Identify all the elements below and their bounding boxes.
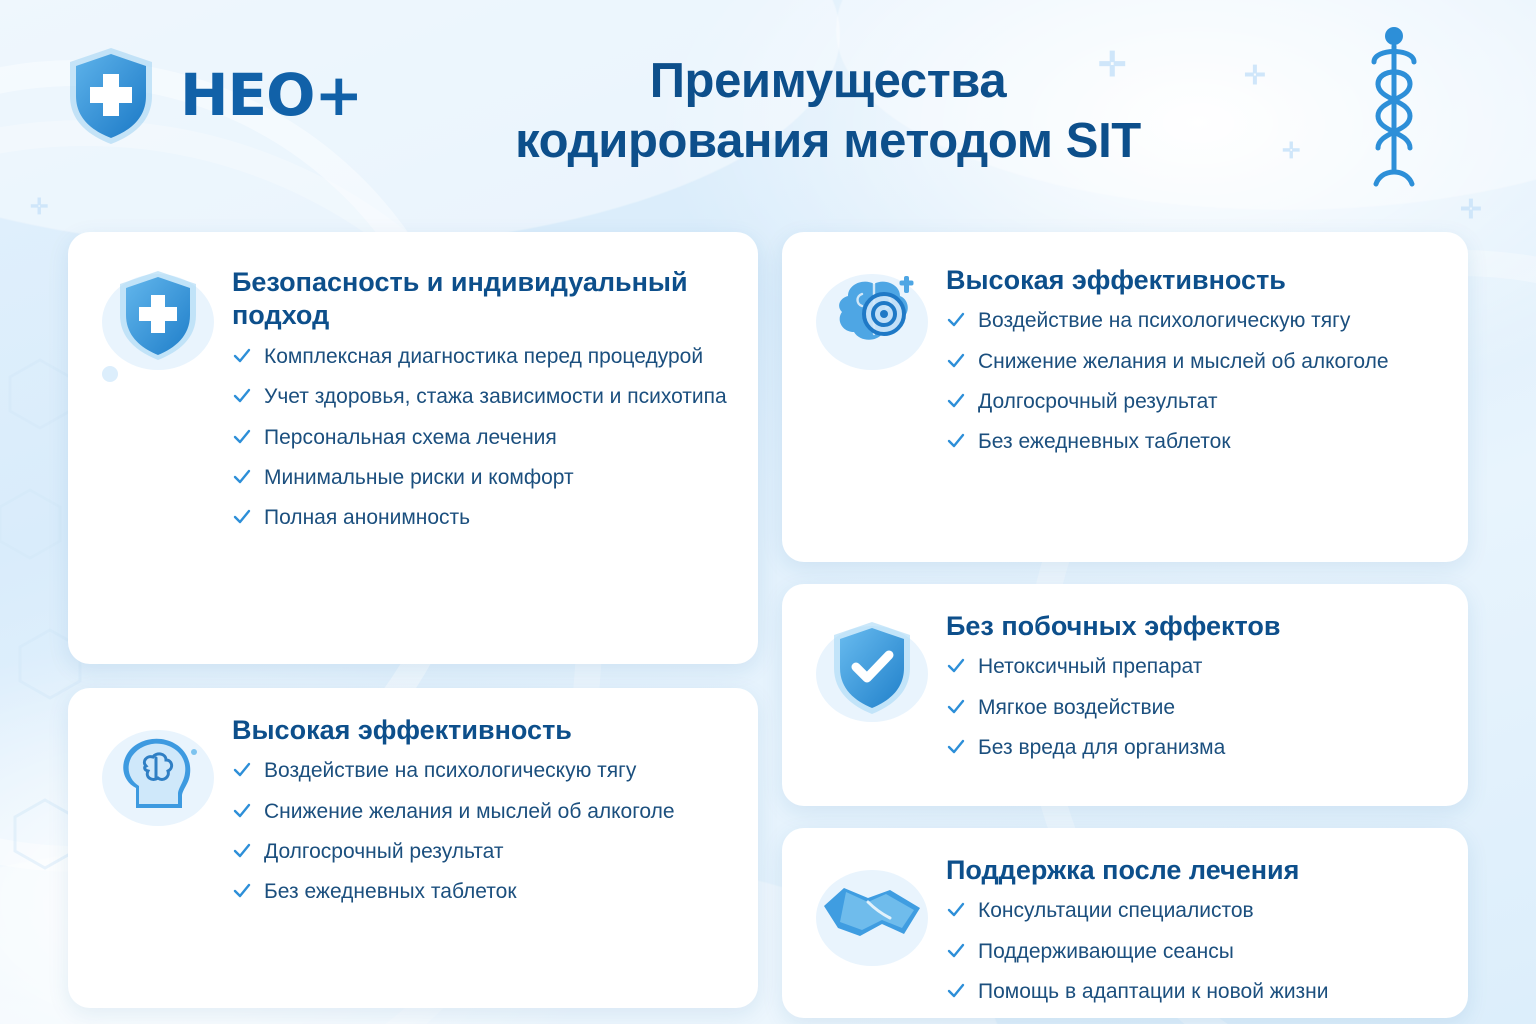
check-icon (232, 841, 252, 861)
card-effectiveness-right (782, 232, 1468, 562)
bullet-text: Поддерживающие сеансы (978, 939, 1234, 963)
list-item (232, 343, 732, 370)
list-item (232, 424, 732, 451)
list-item (232, 798, 732, 825)
check-icon (946, 391, 966, 411)
page-title (330, 52, 1326, 172)
check-icon (946, 900, 966, 920)
check-icon (946, 656, 966, 676)
bullet-text: Снижение желания и мыслей об алкоголе (978, 349, 1389, 373)
cards-column-right (782, 232, 1468, 1018)
check-icon (946, 351, 966, 371)
plus-decor-icon: ✛ (30, 194, 49, 219)
card-no-side-effects (782, 584, 1468, 806)
check-icon (232, 760, 252, 780)
bullet-text: Воздействие на психологическую тягу (978, 309, 1351, 333)
list-item (232, 757, 732, 784)
bullet-text: Полная анонимность (264, 506, 471, 530)
bullet-text: Долгосрочный результат (978, 390, 1218, 414)
brand-logo (52, 36, 362, 154)
card-support-icon-wrap (808, 850, 936, 978)
shield-check-icon (820, 614, 924, 726)
brand-name: HEO+ (180, 61, 363, 129)
caduceus-icon (1348, 22, 1440, 190)
check-icon (946, 981, 966, 1001)
list-item (232, 878, 732, 905)
list-item (946, 897, 1442, 924)
card-no-side-effects-bullets (946, 653, 1442, 761)
cards-column-left (68, 232, 758, 1008)
bullet-text: Нетоксичный препарат (978, 655, 1203, 679)
list-item (946, 938, 1442, 965)
card-effectiveness-left-icon-wrap (94, 710, 222, 838)
bullet-text: Долгосрочный результат (264, 840, 504, 864)
check-icon (946, 431, 966, 451)
check-icon (946, 310, 966, 330)
card-effectiveness-left-bullets (232, 757, 732, 905)
bullet-text: Воздействие на психологическую тягу (264, 759, 637, 783)
bullet-text: Мягкое воздействие (978, 695, 1176, 719)
list-item (232, 383, 732, 410)
page-title-line2: кодирования методом SIT (515, 113, 1141, 168)
list-item (946, 388, 1442, 415)
bullet-text: Персональная схема лечения (264, 425, 557, 449)
shield-cross-icon (108, 263, 208, 373)
handshake-icon (816, 866, 928, 962)
list-item (946, 348, 1442, 375)
check-icon (232, 427, 252, 447)
bullet-text: Консультации специалистов (978, 899, 1254, 923)
plus-decor-icon: ✛ (1244, 60, 1266, 90)
card-safety-bullets (232, 343, 732, 531)
check-icon (232, 507, 252, 527)
check-icon (232, 467, 252, 487)
plus-decor-icon: ✛ (1098, 46, 1127, 84)
card-effectiveness-right-title: Высокая эффективность (946, 265, 1286, 295)
list-item (946, 653, 1442, 680)
check-icon (232, 801, 252, 821)
list-item (946, 307, 1442, 334)
check-icon (946, 737, 966, 757)
list-item (946, 694, 1442, 721)
check-icon (946, 697, 966, 717)
card-effectiveness-right-bullets (946, 307, 1442, 455)
check-icon (232, 386, 252, 406)
card-support-bullets (946, 897, 1442, 1005)
list-item (946, 978, 1442, 1005)
card-effectiveness-left-title: Высокая эффективность (232, 715, 572, 745)
check-icon (946, 941, 966, 961)
list-item (232, 838, 732, 865)
bullet-text: Учет здоровья, стажа зависимости и психотипа (264, 385, 727, 409)
page-title-line1: Преимущества (649, 54, 1007, 108)
plus-decor-icon: ✛ (1460, 194, 1482, 224)
card-safety-title: Безопасность и индивидуальный подход (232, 267, 688, 331)
bullet-text: Без ежедневных таблеток (978, 430, 1231, 454)
card-no-side-effects-title: Без побочных эффектов (946, 611, 1281, 641)
card-safety (68, 232, 758, 664)
shield-cross-icon (52, 36, 170, 154)
head-brain-icon (106, 722, 210, 826)
check-icon (232, 881, 252, 901)
list-item (946, 428, 1442, 455)
check-icon (232, 346, 252, 366)
list-item (232, 464, 732, 491)
poster-header (0, 0, 1536, 210)
bullet-text: Снижение желания и мыслей об алкоголе (264, 799, 675, 823)
card-effectiveness-left (68, 688, 758, 1008)
list-item (946, 734, 1442, 761)
brain-target-icon (818, 266, 926, 370)
card-effectiveness-right-icon-wrap (808, 254, 936, 382)
bullet-text: Комплексная диагностика перед процедурой (264, 344, 704, 368)
list-item (232, 504, 732, 531)
bullet-text: Минимальные риски и комфорт (264, 465, 574, 489)
card-support (782, 828, 1468, 1018)
bullet-text: Без вреда для организма (978, 736, 1226, 760)
bullet-text: Без ежедневных таблеток (264, 880, 517, 904)
card-support-title: Поддержка после лечения (946, 855, 1300, 885)
card-no-side-effects-icon-wrap (808, 606, 936, 734)
bullet-text: Помощь в адаптации к новой жизни (978, 980, 1329, 1004)
plus-decor-icon: ✛ (1282, 138, 1301, 163)
card-safety-icon-wrap (94, 254, 222, 382)
